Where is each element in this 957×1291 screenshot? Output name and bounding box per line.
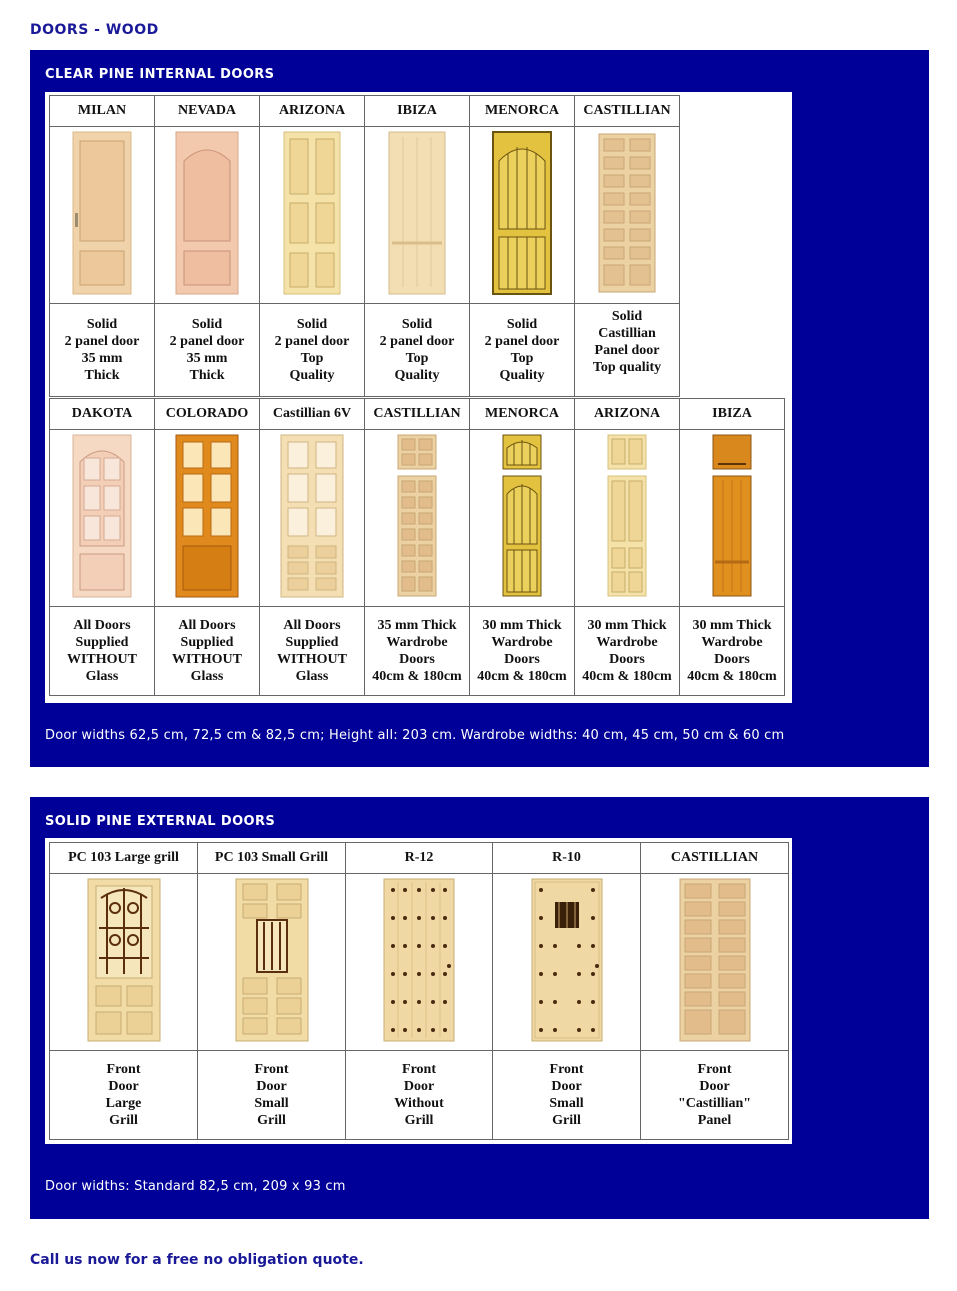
door-description: Solid 2 panel door 35 mm Thick bbox=[50, 304, 155, 397]
door-image-cell bbox=[365, 430, 470, 607]
external-doors-panel bbox=[30, 797, 929, 1219]
door-name: IBIZA bbox=[680, 399, 785, 430]
door-description: Solid 2 panel door 35 mm Thick bbox=[155, 304, 260, 397]
door-image-cell bbox=[50, 127, 155, 304]
milan-door-image bbox=[72, 131, 132, 295]
door-image-cell bbox=[346, 874, 493, 1051]
external-doors-title: SOLID PINE EXTERNAL DOORS bbox=[45, 814, 276, 829]
castillian-wardrobe-image bbox=[397, 434, 437, 598]
internal-doors-row2 bbox=[49, 398, 785, 696]
door-image-cell bbox=[470, 430, 575, 607]
door-description: 30 mm Thick Wardrobe Doors 40cm & 180cm bbox=[680, 607, 785, 696]
dakota-door-image bbox=[72, 434, 132, 598]
internal-doors-note: Door widths 62,5 cm, 72,5 cm & 82,5 cm; Height all: 203 cm. Wardrobe widths: 40 cm, 45 cm, 50 cm & 60 cm bbox=[45, 728, 785, 743]
door-image-cell bbox=[198, 874, 346, 1051]
r12-door-image bbox=[383, 878, 455, 1042]
door-image-cell bbox=[260, 430, 365, 607]
door-description: Front Door Small Grill bbox=[493, 1051, 641, 1140]
door-name: CASTILLIAN bbox=[365, 399, 470, 430]
door-description: 30 mm Thick Wardrobe Doors 40cm & 180cm bbox=[575, 607, 680, 696]
door-name: Castillian 6V bbox=[260, 399, 365, 430]
door-name: R-10 bbox=[493, 843, 641, 874]
door-name: DAKOTA bbox=[50, 399, 155, 430]
door-image-cell bbox=[155, 127, 260, 304]
door-name: MENORCA bbox=[470, 96, 575, 127]
nevada-door-image bbox=[175, 131, 239, 295]
arizona-wardrobe-image bbox=[607, 434, 647, 598]
door-image-cell bbox=[493, 874, 641, 1051]
door-description: 35 mm Thick Wardrobe Doors 40cm & 180cm bbox=[365, 607, 470, 696]
door-image-cell bbox=[155, 430, 260, 607]
door-description: Front Door Small Grill bbox=[198, 1051, 346, 1140]
door-description: Solid 2 panel door Top Quality bbox=[260, 304, 365, 397]
menorca-door-image bbox=[492, 131, 552, 295]
pc103-large-grill-image bbox=[87, 878, 161, 1042]
door-image-cell bbox=[680, 430, 785, 607]
door-description: All Doors Supplied WITHOUT Glass bbox=[260, 607, 365, 696]
door-name: IBIZA bbox=[365, 96, 470, 127]
menorca-wardrobe-image bbox=[502, 434, 542, 598]
pc103-small-grill-image bbox=[235, 878, 309, 1042]
door-name: ARIZONA bbox=[575, 399, 680, 430]
free-quote-link[interactable]: Call us now for a free no obligation quote. bbox=[30, 1252, 364, 1268]
door-name: CASTILLIAN bbox=[641, 843, 789, 874]
external-doors-table bbox=[49, 842, 789, 1140]
door-name: CASTILLIAN bbox=[575, 96, 680, 127]
door-name: MILAN bbox=[50, 96, 155, 127]
door-image-cell bbox=[470, 127, 575, 304]
door-image-cell bbox=[575, 127, 680, 304]
ibiza-wardrobe-image bbox=[712, 434, 752, 598]
door-description: Solid 2 panel door Top Quality bbox=[470, 304, 575, 397]
page-title: DOORS - WOOD bbox=[30, 22, 159, 38]
door-image-cell bbox=[365, 127, 470, 304]
door-description: Solid 2 panel door Top Quality bbox=[365, 304, 470, 397]
door-description: Front Door Without Grill bbox=[346, 1051, 493, 1140]
r10-door-image bbox=[531, 878, 603, 1042]
door-name: ARIZONA bbox=[260, 96, 365, 127]
door-description: Front Door Large Grill bbox=[50, 1051, 198, 1140]
door-image-cell bbox=[50, 430, 155, 607]
castillian-door-image bbox=[598, 133, 656, 293]
door-image-cell bbox=[50, 874, 198, 1051]
door-image-cell bbox=[575, 430, 680, 607]
door-description: All Doors Supplied WITHOUT Glass bbox=[50, 607, 155, 696]
door-name: COLORADO bbox=[155, 399, 260, 430]
external-doors-note: Door widths: Standard 82,5 cm, 209 x 93 cm bbox=[45, 1179, 346, 1194]
door-description: Front Door "Castillian" Panel bbox=[641, 1051, 789, 1140]
door-name: MENORCA bbox=[470, 399, 575, 430]
internal-doors-title: CLEAR PINE INTERNAL DOORS bbox=[45, 67, 275, 82]
door-description: All Doors Supplied WITHOUT Glass bbox=[155, 607, 260, 696]
door-description: Solid Castillian Panel door Top quality bbox=[575, 304, 680, 397]
door-name: R-12 bbox=[346, 843, 493, 874]
castillian-external-door-image bbox=[679, 878, 751, 1042]
ibiza-door-image bbox=[388, 131, 446, 295]
door-name: NEVADA bbox=[155, 96, 260, 127]
colorado-door-image bbox=[175, 434, 239, 598]
door-name: PC 103 Large grill bbox=[50, 843, 198, 874]
internal-doors-panel bbox=[30, 50, 929, 767]
door-description: 30 mm Thick Wardrobe Doors 40cm & 180cm bbox=[470, 607, 575, 696]
door-image-cell bbox=[260, 127, 365, 304]
internal-doors-row1 bbox=[49, 95, 680, 397]
castillian-6v-door-image bbox=[280, 434, 344, 598]
arizona-door-image bbox=[283, 131, 341, 295]
door-image-cell bbox=[641, 874, 789, 1051]
door-name: PC 103 Small Grill bbox=[198, 843, 346, 874]
